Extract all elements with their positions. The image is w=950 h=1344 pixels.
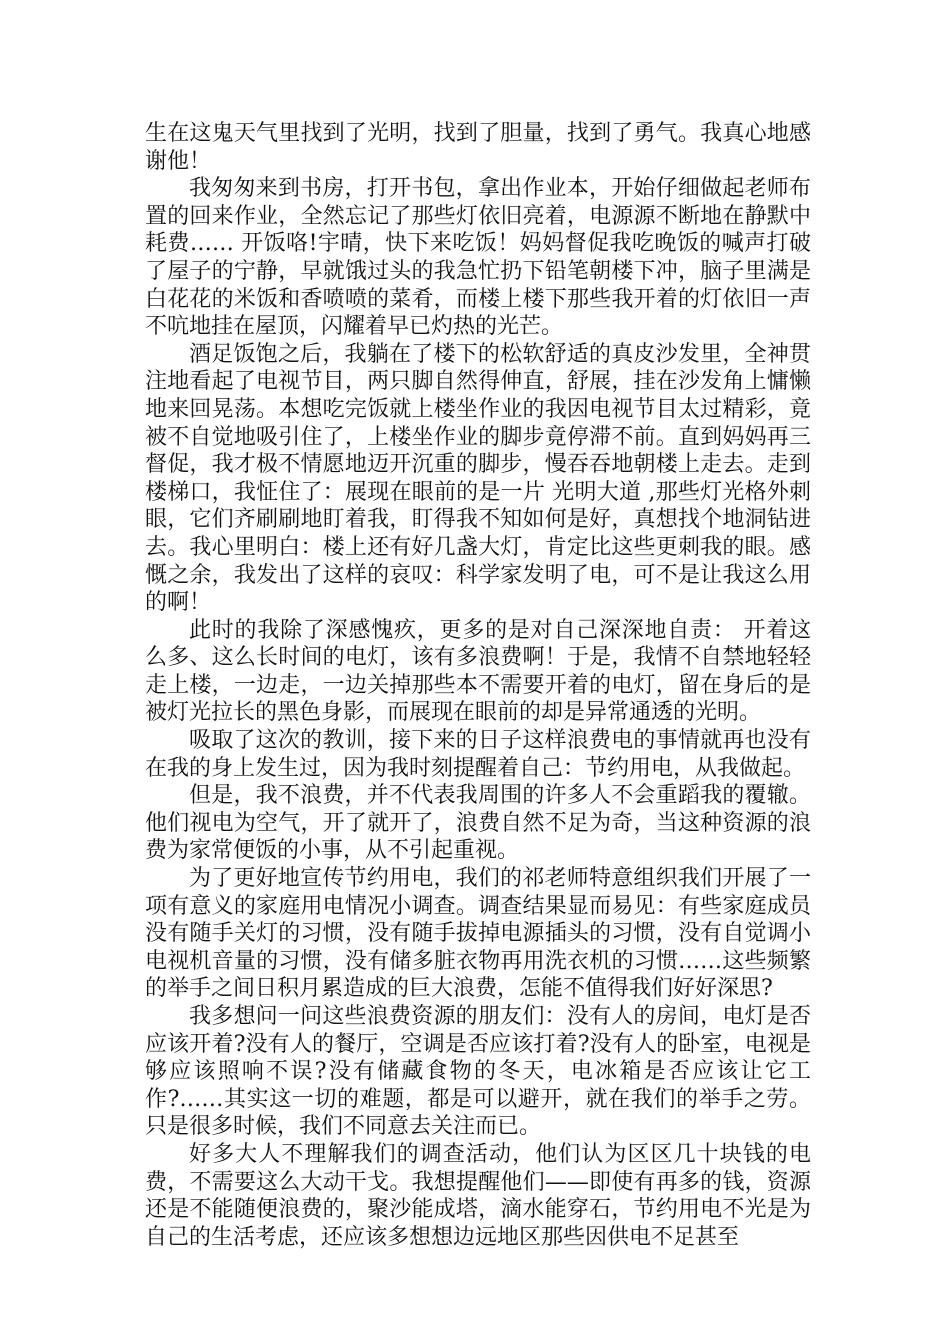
paragraph: 生在这鬼天气里找到了光明，找到了胆量，找到了勇气。我真心地感谢他！	[145, 121, 811, 174]
paragraph: 我匆匆来到书房，打开书包，拿出作业本，开始仔细做起老师布置的回来作业，全然忘记了那些灯依旧亮着，电源源不断地在静默中耗费…… 开饭咯!宇晴，快下来吃饭！妈妈督促我吃晚饭的喊声打破了屋子的宁静，早就饿过头的我急忙扔下铅笔朝楼下冲，脑子里满是白花花的米饭和香喷喷的菜肴，而楼上楼下那些我开着的灯依旧一声不吭地挂在屋顶，闪耀着早已灼热的光芒。	[145, 176, 811, 340]
paragraph: 为了更好地宣传节约用电，我们的祁老师特意组织我们开展了一项有意义的家庭用电情况小调查。调查结果显而易见：有些家庭成员没有随手关灯的习惯，没有随手拔掉电源插头的习惯，没有自觉调小电视机音量的习惯，没有储多脏衣物再用洗衣机的习惯……这些频繁的举手之间日积月累造成的巨大浪费，怎能不值得我们好好深思?	[145, 866, 811, 1002]
paragraph: 但是，我不浪费，并不代表我周围的许多人不会重蹈我的覆辙。他们视电为空气，开了就开了，浪费自然不足为奇，当这种资源的浪费为家常便饭的小事，从不引起重视。	[145, 783, 811, 864]
paragraph: 我多想问一问这些浪费资源的朋友们：没有人的房间，电灯是否应该开着?没有人的餐厅，空调是否应该打着?没有人的卧室，电视是够应该照响不误?没有储藏食物的冬天，电冰箱是否应该让它工作?……其实这一切的难题，都是可以避开，就在我们的举手之劳。只是很多时候，我们不同意去关注而已。	[145, 1004, 811, 1140]
paragraph: 此时的我除了深感愧疚，更多的是对自己深深地自责： 开着这么多、这么长时间的电灯，该有多浪费啊！于是，我情不自禁地轻轻走上楼，一边走，一边关掉那些本不需要开着的电灯，留在身后的是被灯光拉长的黑色身影，而展现在眼前的却是异常通透的光明。	[145, 617, 811, 726]
paragraph: 好多大人不理解我们的调查活动，他们认为区区几十块钱的电费，不需要这么大动干戈。我想提醒他们——即使有再多的钱，资源还是不能随便浪费的，聚沙能成塔，滴水能穿石，节约用电不光是为自己的生活考虑，还应该多想想边远地区那些因供电不足甚至	[145, 1141, 811, 1250]
paragraph: 酒足饭饱之后，我躺在了楼下的松软舒适的真皮沙发里，全神贯注地看起了电视节目，两只脚自然得伸直，舒展，挂在沙发角上慵懒地来回晃荡。本想吃完饭就上楼坐作业的我因电视节目太过精彩，竟被不自觉地吸引住了，上楼坐作业的脚步竟停滞不前。直到妈妈再三督促，我才极不情愿地迈开沉重的脚步，慢吞吞地朝楼上走去。走到楼梯口，我怔住了：展现在眼前的是一片 光明大道 ,那些灯光格外刺眼，它们齐刷刷地盯着我，盯得我不知如何是好，真想找个地洞钻进去。我心里明白：楼上还有好几盏大灯，肯定比这些更刺我的眼。感慨之余，我发出了这样的哀叹：科学家发明了电，可不是让我这么用的啊！	[145, 341, 811, 616]
document-body	[145, 120, 811, 1251]
paragraph: 吸取了这次的教训，接下来的日子这样浪费电的事情就再也没有在我的身上发生过，因为我时刻提醒着自己：节约用电，从我做起。	[145, 728, 811, 781]
